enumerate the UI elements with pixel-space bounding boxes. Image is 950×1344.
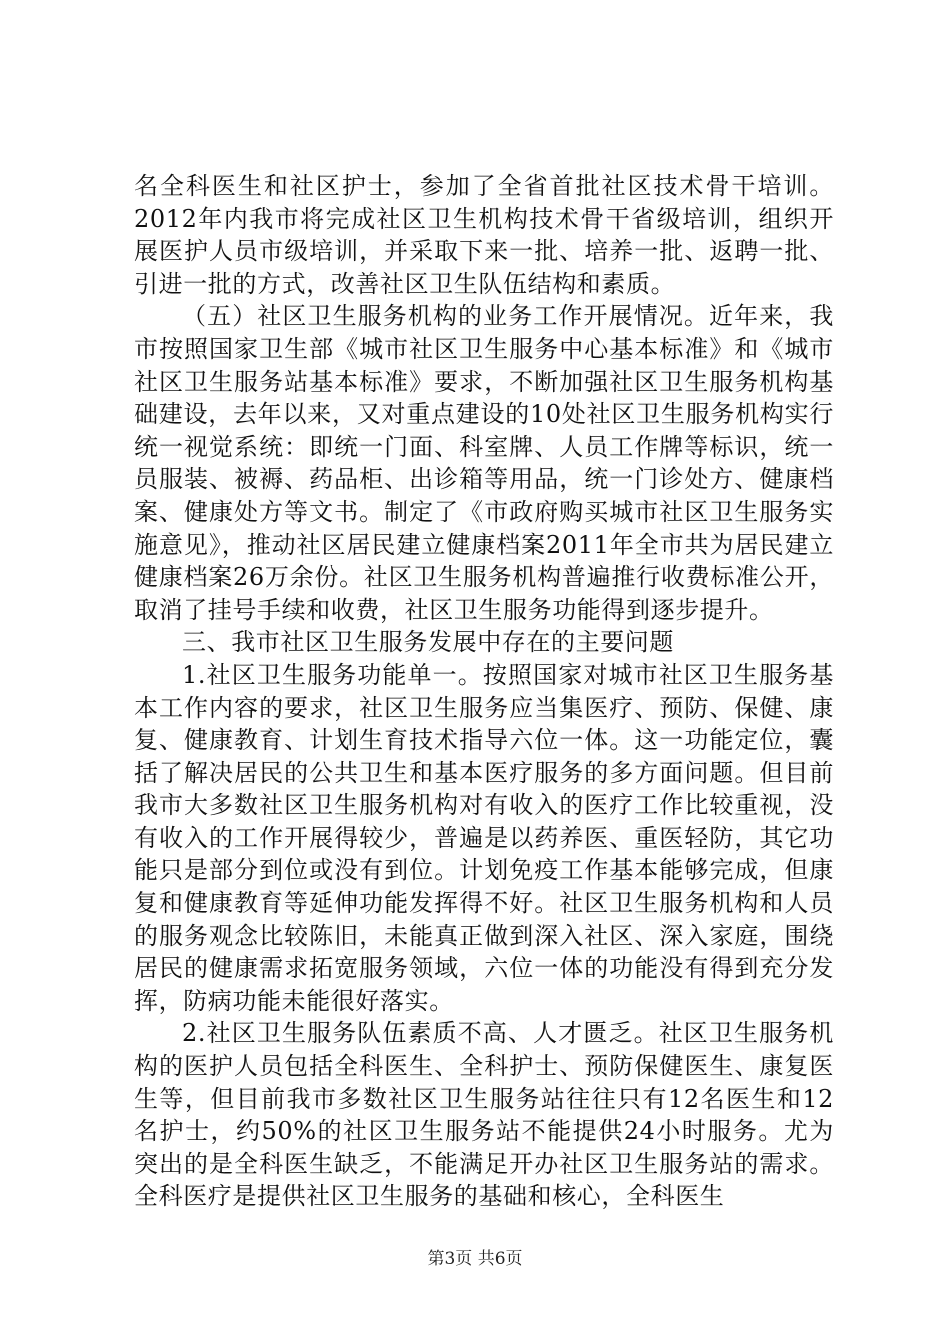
paragraph-problem-2: 2.社区卫生服务队伍素质不高、人才匮乏。社区卫生服务机构的医护人员包括全科医生、全科护士、预防保健医生、康复医生等，但目前我市多数社区卫生服务站往往只有12名医生和12名护士，约50%的社区卫生服务站不能提供24小时服务。尤为突出的是全科医生缺乏，不能满足开办社区卫生服务站的需求。全科医疗是提供社区卫生服务的基础和核心，全科医生 — [134, 1019, 834, 1211]
paragraph-continued: 名全科医生和社区护士，参加了全省首批社区技术骨干培训。2012年内我市将完成社区卫生机构技术骨干省级培训，组织开展医护人员市级培训，并采取下来一批、培养一批、返聘一批、引进一批的方式，改善社区卫生队伍结构和素质。 — [134, 172, 834, 298]
page-footer: 第3页 共6页 — [427, 1249, 523, 1269]
section-heading-problems: 三、我市社区卫生服务发展中存在的主要问题 — [182, 628, 674, 657]
document-body — [134, 170, 834, 1213]
paragraph-problem-1: 1.社区卫生服务功能单一。按照国家对城市社区卫生服务基本工作内容的要求，社区卫生服务应当集医疗、预防、保健、康复、健康教育、计划生育技术指导六位一体。这一功能定位，囊括了解决居民的公共卫生和基本医疗服务的多方面问题。但目前我市大多数社区卫生服务机构对有收入的医疗工作比较重视，没有收入的工作开展得较少，普遍是以药养医、重医轻防，其它功能只是部分到位或没有到位。计划免疫工作基本能够完成，但康复和健康教育等延伸功能发挥得不好。社区卫生服务机构和人员的服务观念比较陈旧，未能真正做到深入社区、深入家庭，围绕居民的健康需求拓宽服务领域，六位一体的功能没有得到充分发挥，防病功能未能很好落实。 — [134, 660, 834, 1015]
paragraph-section-five: （五）社区卫生服务机构的业务工作开展情况。近年来，我市按照国家卫生部《城市社区卫生服务中心基本标准》和《城市社区卫生服务站基本标准》要求，不断加强社区卫生服务机构基础建设，去年以来，又对重点建设的10处社区卫生服务机构实行统一视觉系统：即统一门面、科室牌、人员工作牌等标识，统一员服装、被褥、药品柜、出诊箱等用品，统一门诊处方、健康档案、健康处方等文书。制定了《市政府购买城市社区卫生服务实施意见》，推动社区居民建立健康档案2011年全市共为居民建立健康档案26万余份。社区卫生服务机构普遍推行收费标准公开，取消了挂号手续和收费，社区卫生服务功能得到逐步提升。 — [134, 302, 834, 624]
